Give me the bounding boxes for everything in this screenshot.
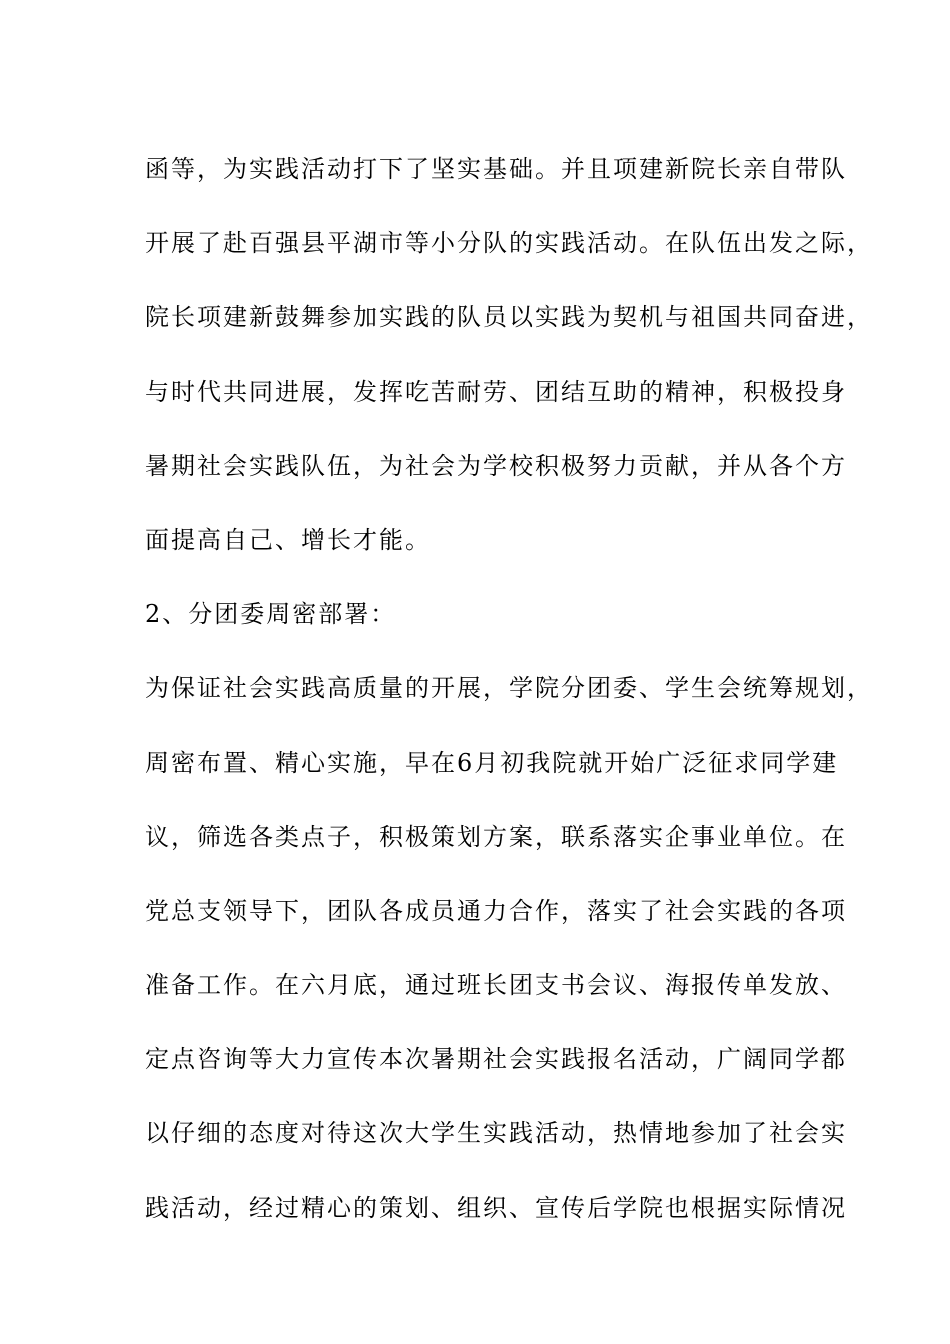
- text-line: 议，筛选各类点子，积极策划方案，联系落实企事业单位。在: [145, 822, 847, 851]
- text-line: 以仔细的态度对待这次大学生实践活动，热情地参加了社会实: [145, 1119, 847, 1148]
- text-line: 面提高自己、增长才能。: [145, 525, 431, 554]
- text-line: 周密布置、精心实施，早在6月初我院就开始广泛征求同学建: [145, 748, 839, 777]
- text-line: 定点咨询等大力宣传本次暑期社会实践报名活动，广阔同学都: [145, 1045, 847, 1074]
- text-line: 为保证社会实践高质量的开展，学院分团委、学生会统筹规划，: [145, 674, 873, 703]
- body-text: [145, 132, 873, 1245]
- text-line: 与时代共同进展，发挥吃苦耐劳、团结互助的精神，积极投身: [145, 377, 847, 406]
- text-line: 党总支领导下，团队各成员通力合作，落实了社会实践的各项: [145, 896, 847, 925]
- text-line: 暑期社会实践队伍，为社会为学校积极努力贡献，并从各个方: [145, 451, 847, 480]
- text-line: 院长项建新鼓舞参加实践的队员以实践为契机与祖国共同奋进，: [145, 303, 873, 332]
- text-line: 开展了赴百强县平湖市等小分队的实践活动。在队伍出发之际，: [145, 229, 873, 258]
- text-line: 函等，为实践活动打下了坚实基础。并且项建新院长亲自带队: [145, 155, 847, 183]
- text-line: 践活动，经过精心的策划、组织、宣传后学院也根据实际情况: [145, 1193, 847, 1222]
- section-heading: 2、分团委周密部署：: [145, 600, 397, 629]
- text-line: 准备工作。在六月底，通过班长团支书会议、海报传单发放、: [145, 971, 847, 1000]
